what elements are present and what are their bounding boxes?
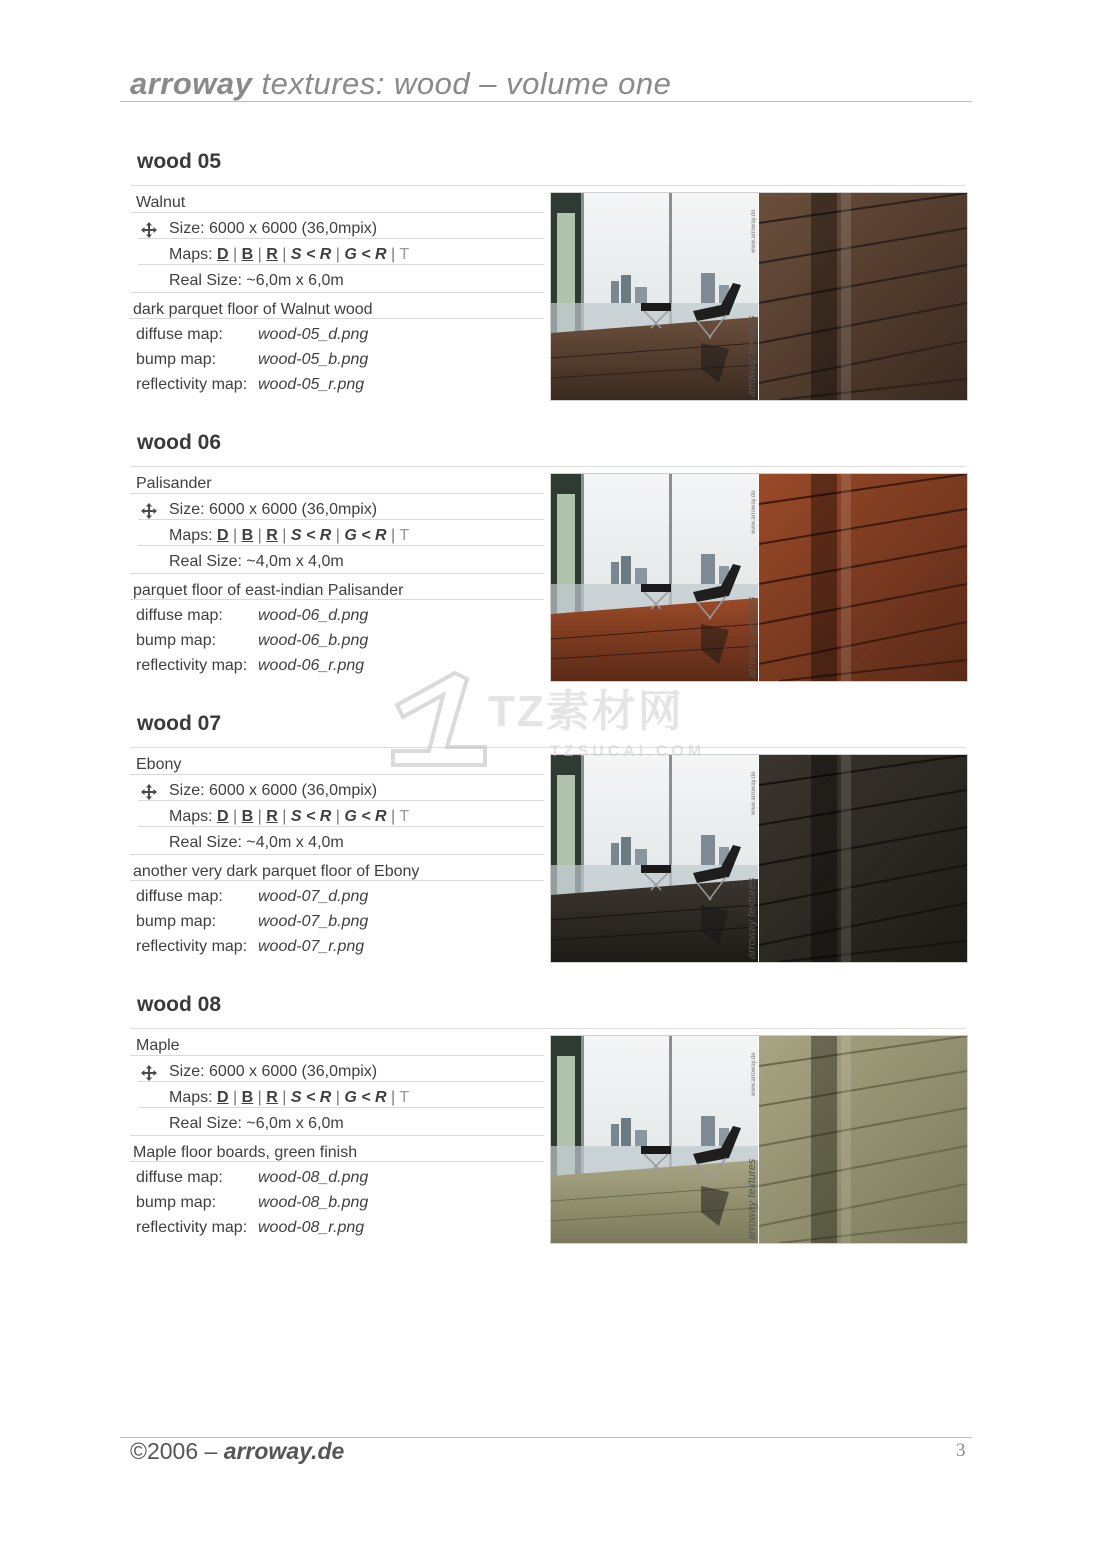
diffuse-label: diffuse map: [136, 1169, 223, 1186]
reflectivity-filename: wood-05_r.png [258, 376, 365, 393]
species-name: Palisander [136, 475, 212, 492]
reflectivity-label: reflectivity map: [136, 657, 248, 674]
separator: | [253, 527, 267, 544]
separator: | [228, 246, 242, 263]
row-divider [130, 292, 544, 293]
separator: | [386, 1089, 400, 1106]
separator: | [331, 527, 345, 544]
map-r: R [266, 246, 278, 263]
texture-description: Maple floor boards, green finish [133, 1144, 358, 1161]
reflectivity-label: reflectivity map: [136, 938, 248, 955]
reflectivity-label: reflectivity map: [136, 376, 248, 393]
diffuse-map-row [136, 607, 368, 625]
row-divider [130, 493, 544, 494]
map-d: D [217, 1089, 229, 1106]
room-render-image [551, 193, 758, 400]
maps-info [169, 527, 583, 545]
map-b: B [241, 527, 254, 544]
bump-map-row [136, 632, 368, 650]
row-divider [138, 1107, 544, 1108]
image-url-caption: www.arroway.de [751, 209, 757, 253]
separator: | [253, 246, 267, 263]
bump-label: bump map: [136, 1194, 217, 1211]
map-t: T [399, 1089, 410, 1106]
bump-map-row [136, 1194, 368, 1212]
image-url-caption: www.arroway.de [751, 1052, 757, 1096]
entry-title: wood 08 [137, 993, 222, 1016]
reflectivity-map-row [136, 657, 364, 675]
map-r: R [266, 527, 278, 544]
footer-site-link[interactable]: arroway.de [223, 1438, 345, 1464]
wood-texture-closeup-image [759, 474, 967, 681]
diffuse-map-row [136, 326, 368, 344]
map-r: R [266, 1089, 278, 1106]
size-info: Size: 6000 x 6000 (36,0mpix) [169, 501, 378, 518]
maps-label: Maps: [169, 246, 218, 263]
page-number: 3 [956, 1440, 966, 1461]
size-info: Size: 6000 x 6000 (36,0mpix) [169, 220, 378, 237]
map-g-r: G < R [344, 808, 387, 825]
entry-title: wood 05 [137, 150, 222, 173]
maps-label: Maps: [169, 808, 218, 825]
footer [130, 1438, 344, 1465]
room-render-image [551, 755, 758, 962]
texture-entry [130, 150, 970, 410]
wood-texture-closeup-image [759, 193, 967, 400]
species-name: Ebony [136, 756, 182, 773]
bump-label: bump map: [136, 913, 217, 930]
wood-texture-closeup-image [759, 1036, 967, 1243]
bump-filename: wood-05_b.png [258, 351, 369, 368]
diffuse-label: diffuse map: [136, 607, 223, 624]
bump-map-row [136, 913, 368, 931]
bump-filename: wood-07_b.png [258, 913, 369, 930]
image-caption: arroway textures [746, 315, 758, 397]
reflectivity-map-row [136, 938, 364, 956]
size-info: Size: 6000 x 6000 (36,0mpix) [169, 1063, 378, 1080]
diffuse-map-row [136, 1169, 368, 1187]
map-s-r: S < R [290, 808, 332, 825]
map-t: T [399, 246, 410, 263]
image-caption: arroway textures [746, 877, 758, 959]
map-d: D [217, 808, 229, 825]
reflectivity-map-row [136, 376, 364, 394]
image-caption: arroway textures [746, 596, 758, 678]
row-divider [138, 800, 544, 801]
title-divider [130, 1028, 966, 1029]
map-s-r: S < R [290, 246, 332, 263]
texture-preview-image [550, 192, 968, 401]
texture-entry [130, 993, 970, 1253]
texture-preview-image [550, 473, 968, 682]
map-s-r: S < R [290, 1089, 332, 1106]
separator: | [386, 808, 400, 825]
row-divider [130, 880, 544, 881]
maps-info [169, 246, 583, 264]
texture-description: dark parquet floor of Walnut wood [133, 301, 373, 318]
row-divider [130, 1055, 544, 1056]
separator: | [277, 527, 291, 544]
maps-label: Maps: [169, 527, 218, 544]
map-g-r: G < R [344, 246, 387, 263]
separator: | [253, 808, 267, 825]
image-url-caption: www.arroway.de [751, 771, 757, 815]
row-divider [130, 1135, 544, 1136]
diffuse-filename: wood-08_d.png [258, 1169, 369, 1186]
move-icon [141, 222, 157, 238]
reflectivity-filename: wood-07_r.png [258, 938, 365, 955]
diffuse-map-row [136, 888, 368, 906]
room-render-image [551, 1036, 758, 1243]
real-size-info: Real Size: ~6,0m x 6,0m [169, 272, 344, 289]
separator: | [228, 808, 242, 825]
diffuse-filename: wood-07_d.png [258, 888, 369, 905]
map-t: T [399, 808, 410, 825]
reflectivity-label: reflectivity map: [136, 1219, 248, 1236]
title-divider [130, 185, 966, 186]
bump-filename: wood-08_b.png [258, 1194, 369, 1211]
map-b: B [241, 808, 254, 825]
image-caption: arroway textures [746, 1158, 758, 1240]
species-name: Walnut [136, 194, 186, 211]
texture-description: parquet floor of east-indian Palisander [133, 582, 404, 599]
row-divider [138, 238, 544, 239]
image-url-caption: www.arroway.de [751, 490, 757, 534]
diffuse-label: diffuse map: [136, 326, 223, 343]
separator: | [386, 246, 400, 263]
move-icon [141, 784, 157, 800]
map-r: R [266, 808, 278, 825]
separator: | [253, 1089, 267, 1106]
diffuse-filename: wood-06_d.png [258, 607, 369, 624]
texture-preview-image [550, 754, 968, 963]
separator: | [331, 246, 345, 263]
separator: | [277, 1089, 291, 1106]
watermark-text: TZ素材网 [488, 687, 684, 736]
map-t: T [399, 527, 410, 544]
map-b: B [241, 1089, 254, 1106]
real-size-info: Real Size: ~4,0m x 4,0m [169, 553, 344, 570]
title-divider [130, 466, 966, 467]
row-divider [138, 826, 544, 827]
bump-label: bump map: [136, 632, 217, 649]
size-info: Size: 6000 x 6000 (36,0mpix) [169, 782, 378, 799]
map-b: B [241, 246, 254, 263]
move-icon [141, 503, 157, 519]
brand-name: arroway [130, 66, 253, 101]
species-name: Maple [136, 1037, 180, 1054]
separator: | [331, 808, 345, 825]
map-g-r: G < R [344, 527, 387, 544]
row-divider [130, 854, 544, 855]
title-text: textures: wood – volume one [252, 66, 672, 101]
bump-filename: wood-06_b.png [258, 632, 369, 649]
real-size-info: Real Size: ~4,0m x 4,0m [169, 834, 344, 851]
bump-label: bump map: [136, 351, 217, 368]
maps-info [169, 1089, 583, 1107]
texture-entry [130, 431, 970, 691]
document-title [130, 66, 671, 102]
row-divider [138, 1081, 544, 1082]
reflectivity-map-row [136, 1219, 364, 1237]
texture-description: another very dark parquet floor of Ebony [133, 863, 420, 880]
row-divider [138, 519, 544, 520]
row-divider [138, 264, 544, 265]
map-d: D [217, 246, 229, 263]
row-divider [130, 318, 544, 319]
separator: | [277, 808, 291, 825]
row-divider [130, 1161, 544, 1162]
real-size-info: Real Size: ~6,0m x 6,0m [169, 1115, 344, 1132]
separator: | [228, 527, 242, 544]
map-s-r: S < R [290, 527, 332, 544]
room-render-image [551, 474, 758, 681]
separator: | [228, 1089, 242, 1106]
move-icon [141, 1065, 157, 1081]
separator: | [386, 527, 400, 544]
map-d: D [217, 527, 229, 544]
header-divider [120, 101, 972, 102]
entry-title: wood 07 [137, 712, 222, 735]
wood-texture-closeup-image [759, 755, 967, 962]
separator: | [277, 246, 291, 263]
watermark-logo-icon [385, 665, 495, 780]
diffuse-label: diffuse map: [136, 888, 223, 905]
maps-label: Maps: [169, 1089, 218, 1106]
watermark [385, 665, 725, 780]
map-g-r: G < R [344, 1089, 387, 1106]
row-divider [130, 599, 544, 600]
copyright-text: ©2006 – [130, 1438, 224, 1464]
row-divider [130, 212, 544, 213]
maps-info [169, 808, 583, 826]
bump-map-row [136, 351, 368, 369]
entry-title: wood 06 [137, 431, 222, 454]
row-divider [138, 545, 544, 546]
reflectivity-filename: wood-06_r.png [258, 657, 365, 674]
row-divider [130, 573, 544, 574]
texture-preview-image [550, 1035, 968, 1244]
watermark-subtext: TZSUCAI.COM [550, 743, 706, 760]
reflectivity-filename: wood-08_r.png [258, 1219, 365, 1236]
separator: | [331, 1089, 345, 1106]
diffuse-filename: wood-05_d.png [258, 326, 369, 343]
